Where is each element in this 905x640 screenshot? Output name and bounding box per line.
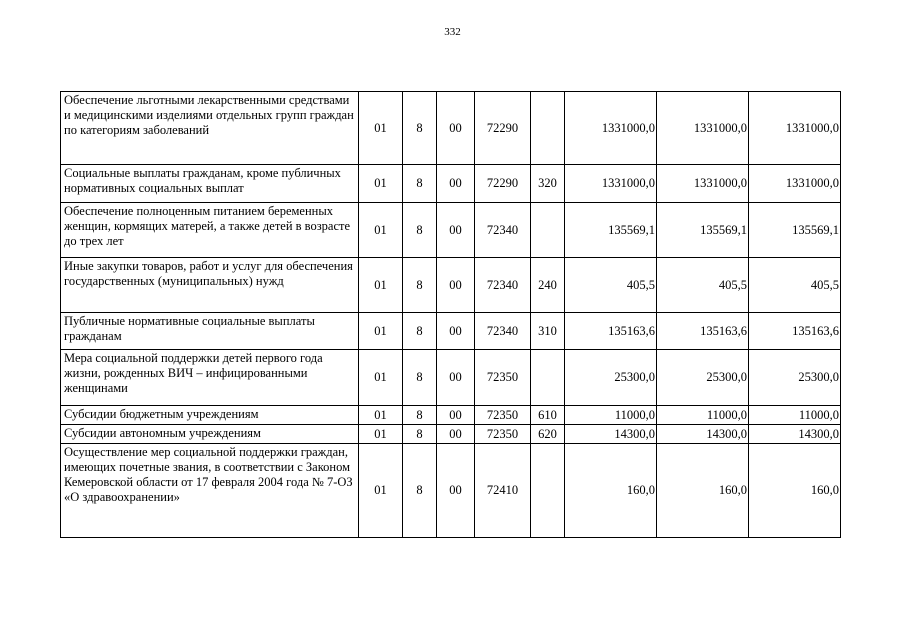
- table-row: [61, 350, 841, 406]
- budget-table: [60, 91, 841, 538]
- row-name: Осуществление мер социальной поддержки граждан, имеющих почетные звания, в соответствии с Законом Кемеровской области от 17 февраля 2004 года № 7-ОЗ «О здравоохранении»: [61, 444, 359, 538]
- row-amount-2: 25300,0: [657, 350, 749, 406]
- row-amount-2: 1331000,0: [657, 165, 749, 203]
- row-subsection: 8: [403, 350, 437, 406]
- row-code: 72290: [475, 92, 531, 165]
- row-amount-1: 160,0: [565, 444, 657, 538]
- row-amount-3: 14300,0: [749, 425, 841, 444]
- row-amount-3: 11000,0: [749, 406, 841, 425]
- row-type: 240: [531, 258, 565, 313]
- table-row: [61, 313, 841, 350]
- row-code: 72340: [475, 203, 531, 258]
- row-amount-1: 1331000,0: [565, 165, 657, 203]
- row-amount-2: 160,0: [657, 444, 749, 538]
- row-amount-1: 135163,6: [565, 313, 657, 350]
- row-amount-3: 1331000,0: [749, 92, 841, 165]
- row-amount-3: 135569,1: [749, 203, 841, 258]
- row-subsection: 8: [403, 406, 437, 425]
- row-code: 72350: [475, 425, 531, 444]
- row-amount-2: 135569,1: [657, 203, 749, 258]
- row-amount-2: 405,5: [657, 258, 749, 313]
- row-program: 00: [437, 350, 475, 406]
- row-section: 01: [359, 350, 403, 406]
- row-amount-2: 11000,0: [657, 406, 749, 425]
- row-section: 01: [359, 444, 403, 538]
- row-type: [531, 444, 565, 538]
- table-row: [61, 444, 841, 538]
- row-type: 610: [531, 406, 565, 425]
- row-program: 00: [437, 406, 475, 425]
- row-section: 01: [359, 165, 403, 203]
- row-section: 01: [359, 92, 403, 165]
- table-row: [61, 425, 841, 444]
- row-section: 01: [359, 425, 403, 444]
- table-row: [61, 165, 841, 203]
- row-code: 72410: [475, 444, 531, 538]
- row-subsection: 8: [403, 425, 437, 444]
- row-name: Мера социальной поддержки детей первого года жизни, рожденных ВИЧ – инфицированными женщинами: [61, 350, 359, 406]
- row-program: 00: [437, 203, 475, 258]
- row-amount-3: 1331000,0: [749, 165, 841, 203]
- row-name: Обеспечение льготными лекарственными средствами и медицинскими изделиями отдельных групп граждан по категориям заболеваний: [61, 92, 359, 165]
- row-code: 72350: [475, 350, 531, 406]
- row-subsection: 8: [403, 203, 437, 258]
- row-program: 00: [437, 165, 475, 203]
- row-section: 01: [359, 313, 403, 350]
- row-amount-3: 25300,0: [749, 350, 841, 406]
- row-amount-1: 14300,0: [565, 425, 657, 444]
- row-section: 01: [359, 203, 403, 258]
- row-section: 01: [359, 258, 403, 313]
- row-name: Социальные выплаты гражданам, кроме публичных нормативных социальных выплат: [61, 165, 359, 203]
- row-amount-1: 405,5: [565, 258, 657, 313]
- row-amount-1: 25300,0: [565, 350, 657, 406]
- row-code: 72350: [475, 406, 531, 425]
- table-row: [61, 258, 841, 313]
- row-amount-2: 14300,0: [657, 425, 749, 444]
- row-code: 72340: [475, 313, 531, 350]
- row-amount-3: 160,0: [749, 444, 841, 538]
- row-program: 00: [437, 444, 475, 538]
- row-type: [531, 203, 565, 258]
- row-amount-1: 1331000,0: [565, 92, 657, 165]
- row-subsection: 8: [403, 258, 437, 313]
- row-program: 00: [437, 313, 475, 350]
- row-name: Иные закупки товаров, работ и услуг для обеспечения государственных (муниципальных) нужд: [61, 258, 359, 313]
- row-type: 310: [531, 313, 565, 350]
- table-row: [61, 92, 841, 165]
- row-name: Обеспечение полноценным питанием беременных женщин, кормящих матерей, а также детей в возрасте до трех лет: [61, 203, 359, 258]
- row-amount-3: 405,5: [749, 258, 841, 313]
- row-type: [531, 350, 565, 406]
- row-amount-1: 135569,1: [565, 203, 657, 258]
- row-code: 72340: [475, 258, 531, 313]
- row-section: 01: [359, 406, 403, 425]
- row-amount-2: 135163,6: [657, 313, 749, 350]
- table-row: [61, 203, 841, 258]
- row-subsection: 8: [403, 313, 437, 350]
- row-program: 00: [437, 425, 475, 444]
- row-program: 00: [437, 258, 475, 313]
- row-amount-1: 11000,0: [565, 406, 657, 425]
- row-program: 00: [437, 92, 475, 165]
- row-name: Субсидии бюджетным учреждениям: [61, 406, 359, 425]
- row-subsection: 8: [403, 444, 437, 538]
- row-subsection: 8: [403, 165, 437, 203]
- row-code: 72290: [475, 165, 531, 203]
- row-name: Публичные нормативные социальные выплаты гражданам: [61, 313, 359, 350]
- row-amount-2: 1331000,0: [657, 92, 749, 165]
- table-row: [61, 406, 841, 425]
- page-number: 332: [444, 26, 461, 38]
- row-type: 620: [531, 425, 565, 444]
- row-type: [531, 92, 565, 165]
- row-amount-3: 135163,6: [749, 313, 841, 350]
- row-type: 320: [531, 165, 565, 203]
- row-subsection: 8: [403, 92, 437, 165]
- row-name: Субсидии автономным учреждениям: [61, 425, 359, 444]
